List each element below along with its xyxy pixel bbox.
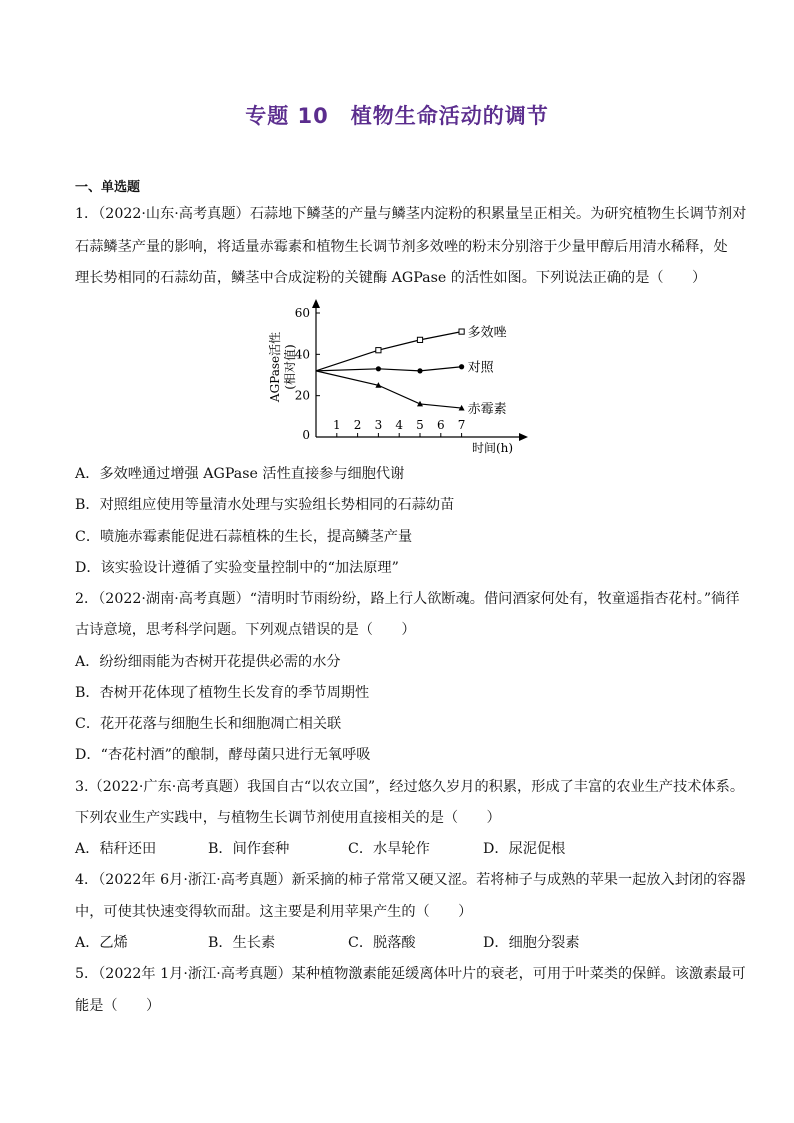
q2-option-a: A．纷纷细雨能为杏树开花提供必需的水分 [75, 654, 341, 670]
q2-line-2: 古诗意境，思考科学问题。下列观点错误的是（ ） [75, 622, 416, 638]
series-0-point-3 [459, 329, 464, 334]
q2-option-d: D．“杏花村酒”的酿制，酵母菌只进行无氧呼吸 [75, 747, 371, 763]
series-line-0 [316, 332, 462, 371]
q4-option-d: D．细胞分裂素 [483, 935, 580, 951]
y-axis-sublabel: (相对值) [283, 344, 297, 390]
q3-option-c: C．水旱轮作 [348, 841, 430, 857]
q4-line-1: 4．（2022年 6月·浙江·高考真题）新采摘的柿子常常又硬又涩。若将柿子与成熟的苹果一起放入封闭的容器 [75, 872, 746, 888]
q5-line-1: 5．（2022年 1月·浙江·高考真题）某种植物激素能延缓离体叶片的衰老，可用于叶菜类的保鲜。该激素最可 [75, 966, 746, 982]
y-tick-label-20: 20 [294, 388, 310, 403]
q4-option-b: B．生长素 [208, 935, 276, 951]
y-tick-label-60: 60 [294, 306, 310, 320]
x-tick-label-5: 5 [416, 418, 424, 432]
y-tick-label-40: 40 [294, 347, 310, 362]
q3-option-b: B．间作套种 [208, 841, 290, 857]
series-line-2 [316, 371, 462, 408]
series-label-0: 多效唑 [467, 325, 507, 341]
section-heading: 一、单选题 [75, 180, 141, 195]
series-0-point-2 [417, 337, 422, 342]
series-line-1 [316, 367, 462, 371]
q1-option-d: D．该实验设计遵循了实验变量控制中的“加法原理” [75, 560, 399, 576]
q1-line-1: 1．（2022·山东·高考真题）石蒜地下鳞茎的产量与鳞茎内淀粉的积累量呈正相关。为研究植物生长调节剂对 [75, 206, 747, 222]
x-axis-label: 时间(h) [472, 441, 514, 455]
q4-line-2: 中，可使其快速变得软而甜。这主要是利用苹果产生的（ ） [75, 904, 473, 920]
q1-option-a: A．多效唑通过增强 AGPase 活性直接参与细胞代谢 [75, 466, 405, 482]
x-tick-label-7: 7 [457, 418, 466, 432]
q3-option-d: D．尿泥促根 [483, 841, 566, 857]
series-2 [316, 371, 507, 417]
topic-title: 植物生命活动的调节 [350, 104, 549, 128]
q2-line-1: 2．（2022·湖南·高考真题）“清明时节雨纷纷，路上行人欲断魂。借问酒家何处有，牧童遥指杏花村。”徜徉 [75, 591, 740, 607]
y-axis-label: AGPase活性 [268, 331, 282, 403]
x-tick-label-3: 3 [374, 418, 383, 432]
series-1-point-3 [459, 364, 464, 369]
q1-line-2: 石蒜鳞茎产量的影响，将适量赤霉素和植物生长调节剂多效唑的粉末分别溶于少量甲醇后用清水稀释，处 [75, 239, 728, 255]
q3-option-a: A．秸秆还田 [75, 841, 157, 857]
series-label-2: 赤霉素 [467, 402, 507, 418]
q3-line-1: 3.（2022·广东·高考真题）我国自古“以农立国”，经过悠久岁月的积累，形成了丰富的农业生产技术体系。 [75, 779, 745, 795]
x-tick-label-4: 4 [395, 418, 404, 432]
x-tick-label-2: 2 [353, 418, 362, 432]
q4-option-a: A．乙烯 [75, 935, 128, 951]
q1-option-c: C．喷施赤霉素能促进石蒜植株的生长，提高鳞茎产量 [75, 529, 413, 545]
q5-line-2: 能是（ ） [75, 998, 161, 1014]
q4-option-c: C．脱落酸 [348, 935, 416, 951]
q3-line-2: 下列农业生产实践中，与植物生长调节剂使用直接相关的是（ ） [75, 810, 501, 826]
agpase-activity-chart [260, 295, 540, 465]
q1-line-3: 理长势相同的石蒜幼苗，鳞茎中合成淀粉的关键酶 AGPase 的活性如图。下列说法正确的是（ ） [75, 270, 707, 286]
series-1-point-1 [376, 366, 381, 371]
topic-number: 专题 10 [245, 104, 329, 128]
q1-option-b: B．对照组应使用等量清水处理与实验组长势相同的石蒜幼苗 [75, 497, 455, 513]
series-0-point-1 [376, 348, 381, 353]
x-tick-label-1: 1 [332, 418, 341, 432]
y-tick-label-0: 0 [302, 428, 310, 442]
page-title [0, 100, 794, 130]
series-1-point-2 [417, 368, 422, 373]
x-tick-label-6: 6 [436, 418, 445, 432]
q2-option-c: C．花开花落与细胞生长和细胞凋亡相关联 [75, 716, 342, 732]
series-label-1: 对照 [467, 360, 494, 376]
q2-option-b: B．杏树开花体现了植物生长发育的季节周期性 [75, 685, 370, 701]
